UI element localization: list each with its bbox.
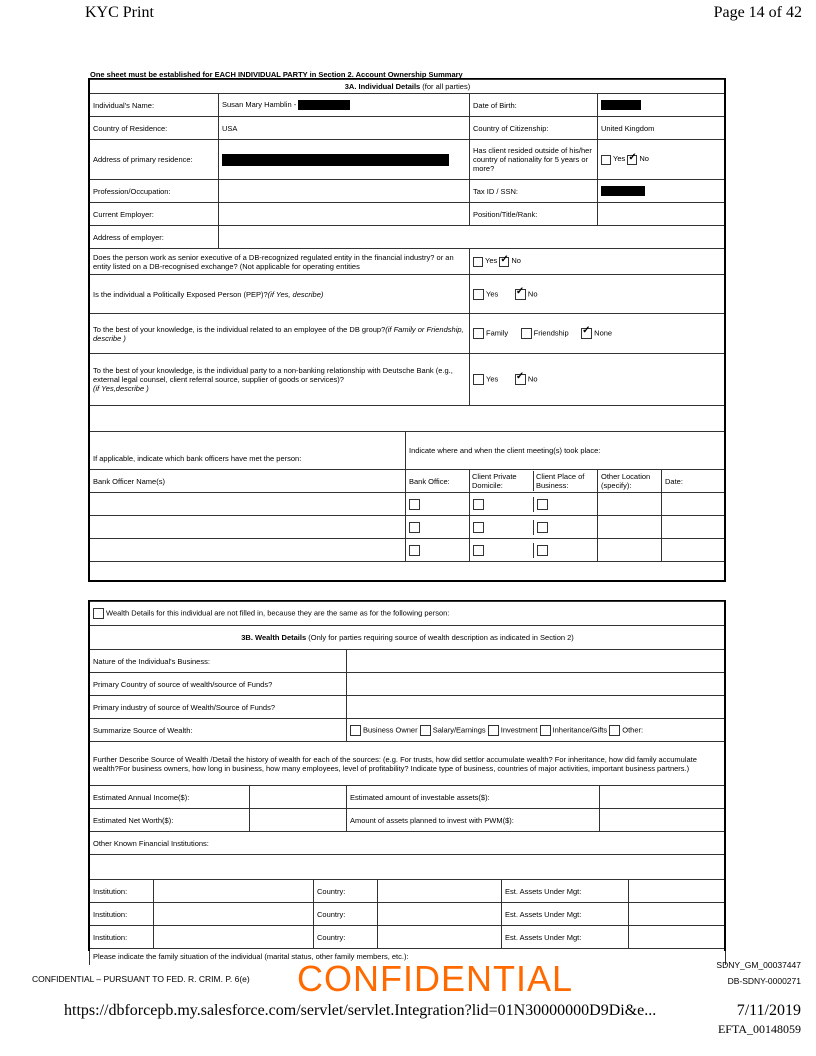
institution-label: Institution: (90, 880, 154, 903)
pep-question: Is the individual a Politically Exposed Person (PEP)?(if Yes, describe) (90, 275, 470, 314)
investable-label: Estimated amount of investable assets($): (347, 786, 600, 809)
section-3b-frame (88, 600, 726, 951)
tax-label: Tax ID / SSN: (470, 180, 598, 203)
pwm-label: Amount of assets planned to invest with PWM($): (347, 809, 600, 832)
confidential-stamp: CONFIDENTIAL (297, 958, 574, 999)
client-domicile-header: Client Private Domicile: (470, 471, 534, 491)
nonbank-answer: Yes ✓ No (470, 354, 726, 406)
meeting-question: Indicate where and when the client meeting(s) took place: (406, 432, 726, 470)
aum-label: Est. Assets Under Mgt: (502, 880, 629, 903)
related-question: To the best of your knowledge, is the individual related to an employee of the DB group?(if Family or Friendship, describe ) (90, 314, 470, 354)
summarize-options: Business Owner Salary/Earnings Investment Inheritance/Gifts Other: (347, 719, 726, 742)
officer-names-header: Bank Officer Name(s) (90, 470, 406, 493)
net-worth-label: Estimated Net Worth($): (90, 809, 250, 832)
country-label: Country: (314, 880, 378, 903)
section-3a-frame (88, 78, 726, 582)
profession-label: Profession/Occupation: (90, 180, 219, 203)
primary-industry-label: Primary industry of source of Wealth/Source of Funds? (90, 696, 347, 719)
employer-label: Current Employer: (90, 203, 219, 226)
section-intro: One sheet must be established for EACH INDIVIDUAL PARTY in Section 2. Account Ownership Summary (90, 70, 463, 79)
related-answer: Family Friendship ✓ None (470, 314, 726, 354)
page-header-title: KYC Print (85, 4, 154, 21)
name-value: Susan Mary Hamblin - (219, 94, 470, 117)
same-as-row: Wealth Details for this individual are not filled in, because they are the same as for the following person: (90, 602, 726, 626)
summarize-label: Summarize Source of Wealth: (90, 719, 347, 742)
bates-number-2: DB-SDNY-0000271 (727, 976, 801, 986)
name-label: Individual's Name: (90, 94, 219, 117)
efta-number: EFTA_00148059 (717, 1022, 801, 1036)
nonbank-question: To the best of your knowledge, is the individual party to a non-banking relationship with Deutsche Bank (e.g., external legal counsel, client referral source, supplier of goods or services)? (if Yes,describe ) (90, 354, 470, 406)
aum-label: Est. Assets Under Mgt: (502, 903, 629, 926)
resided-answer: Yes ✓ No (598, 140, 726, 180)
dob-label: Date of Birth: (470, 94, 598, 117)
resided-question: Has client resided outside of his/her country of nationality for 5 years or more? (470, 140, 598, 180)
confidential-note: CONFIDENTIAL – PURSUANT TO FED. R. CRIM. P. 6(e) (32, 974, 250, 984)
employer-address-label: Address of employer: (90, 226, 219, 249)
annual-income-label: Estimated Annual Income($): (90, 786, 250, 809)
section-3a-title: 3A. Individual Details (for all parties) (90, 80, 726, 94)
residence-value: USA (219, 117, 470, 140)
primary-country-label: Primary Country of source of wealth/source of Funds? (90, 673, 347, 696)
residence-label: Country of Residence: (90, 117, 219, 140)
nature-label: Nature of the Individual's Business: (90, 650, 347, 673)
bank-office-header: Bank Office: (406, 470, 470, 493)
exec-answer: Yes ✓ No (470, 249, 726, 275)
institution-label: Institution: (90, 926, 154, 949)
aum-label: Est. Assets Under Mgt: (502, 926, 629, 949)
exec-question: Does the person work as senior executive of a DB-recognized regulated entity in the financial industry? or an entity listed on a DB-recognised exchange? (Not applicable for operating entities (90, 249, 470, 275)
date-header: Date: (662, 470, 726, 493)
citizenship-value: United Kingdom (598, 117, 726, 140)
country-label: Country: (314, 926, 378, 949)
page-number: Page 14 of 42 (713, 4, 802, 21)
print-date: 7/11/2019 (736, 1002, 801, 1019)
institution-label: Institution: (90, 903, 154, 926)
officers-question: If applicable, indicate which bank officers have met the person: (90, 432, 406, 470)
citizenship-label: Country of Citizenship: (470, 117, 598, 140)
pep-answer: Yes ✓ No (470, 275, 726, 314)
address-label: Address of primary residence: (90, 140, 219, 180)
bates-number-1: SDNY_GM_00037447 (716, 960, 801, 970)
family-situation-label: Please indicate the family situation of the individual (marital status, other family members, etc.): (90, 949, 726, 965)
further-describe: Further Describe Source of Wealth /Detail the history of wealth for each of the sources: (e.g. For trusts, how did settlor accumulate wealth? For inheritance, how did family accumulate wealth?For business owners, how long in business, how many employees, level of profitability? Indicate type of business, countries of major activities, important business partners.) (90, 742, 726, 786)
country-label: Country: (314, 903, 378, 926)
position-label: Position/Title/Rank: (470, 203, 598, 226)
print-url: https://dbforcepb.my.salesforce.com/servlet/servlet.Integration?lid=01N30000000D9Di&e... (64, 1002, 657, 1019)
other-institutions-label: Other Known Financial Institutions: (90, 832, 726, 855)
client-business-header: Client Place of Business: (536, 472, 585, 490)
section-3b-title: 3B. Wealth Details (Only for parties requiring source of wealth description as indicated in Section 2) (90, 626, 726, 650)
other-location-header: Other Location (specify): (598, 470, 662, 493)
